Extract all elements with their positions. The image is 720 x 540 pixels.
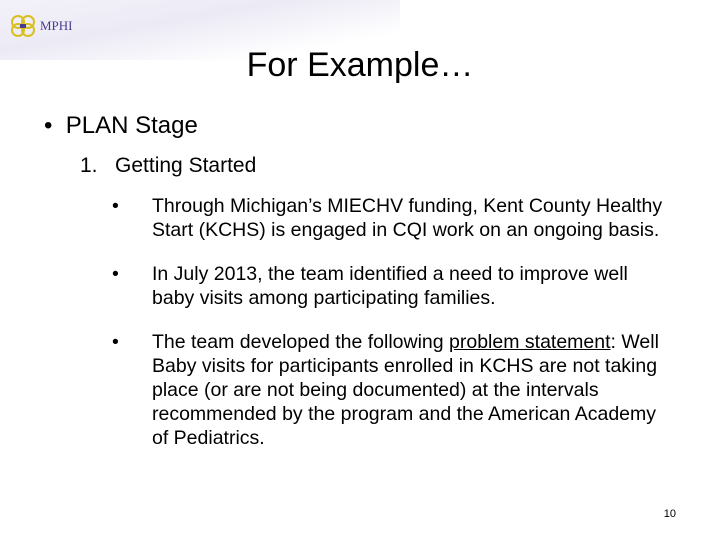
list-item xyxy=(112,194,672,242)
list-item xyxy=(112,262,672,310)
level2-item xyxy=(80,154,256,178)
bullet-marker: • xyxy=(112,263,119,285)
item-text xyxy=(152,330,672,450)
mphi-logo xyxy=(8,12,73,40)
list-item xyxy=(112,330,672,450)
list-number: 1. xyxy=(80,154,98,177)
bullet-marker: • xyxy=(112,331,119,353)
item-text: Through Michigan’s MIECHV funding, Kent County Healthy Start (KCHS) is engaged in CQI work on an ongoing basis. xyxy=(152,195,663,241)
slide-title: For Example… xyxy=(246,46,474,84)
text-post: : Well Baby visits for participants enrolled in KCHS are not taking place (or are not being documented) at the intervals recommended by the program and the American Academy of Pediatrics. xyxy=(152,331,659,449)
page-number: 10 xyxy=(663,508,676,520)
bullet-marker: • xyxy=(44,112,53,139)
logo-text: MPHI xyxy=(40,18,73,33)
bullet-marker: • xyxy=(112,195,119,217)
level1-text: PLAN Stage xyxy=(65,112,198,139)
item-text: In July 2013, the team identified a need to improve well baby visits among participating families. xyxy=(152,263,628,309)
text-pre: The team developed the following xyxy=(152,331,450,353)
bullet-list xyxy=(112,194,672,470)
underlined-term: problem statement xyxy=(449,331,611,353)
logo-knot-icon xyxy=(8,12,38,40)
level1-bullet xyxy=(44,112,198,140)
level2-text: Getting Started xyxy=(115,154,257,177)
